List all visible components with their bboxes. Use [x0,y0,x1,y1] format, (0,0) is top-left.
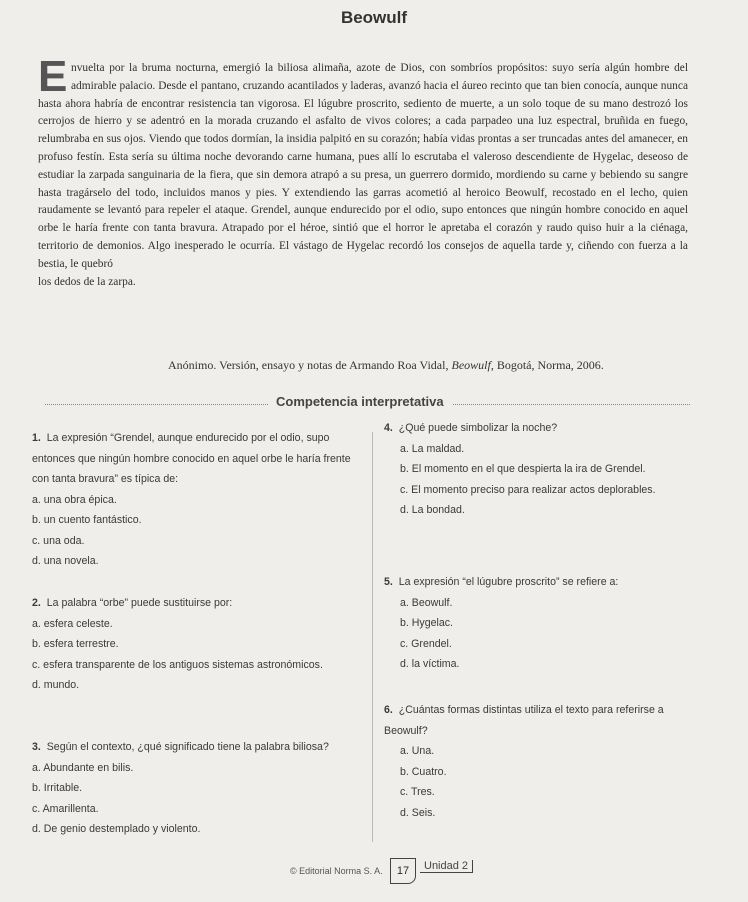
question-text: La expresión “el lúgubre proscrito” se refiere a: [398,576,619,588]
citation-suffix: , Bogotá, Norma, 2006. [490,358,604,372]
option: d. la víctima. [400,658,460,670]
question-5 [384,572,714,675]
question-text: ¿Cuántas formas distintas utiliza el texto para referirse a Beowulf? [384,704,664,737]
question-stem [384,572,714,593]
citation [168,358,688,373]
citation-prefix: Anónimo. Versión, ensayo y notas de Armando Roa Vidal, [168,358,452,372]
option: d. mundo. [32,679,80,691]
option: b. esfera terrestre. [32,638,119,650]
publisher-credit: © Editorial Norma S. A. [290,866,383,876]
option: c. El momento preciso para realizar actos deplorables. [400,483,656,496]
option: c. Amarillenta. [32,802,99,815]
question-stem [32,593,367,614]
column-divider [372,432,373,842]
option: c. Tres. [400,786,435,798]
page-number: 17 [390,858,416,884]
option: c. esfera transparente de los antiguos sistemas astronómicos. [32,658,323,671]
story-text [38,52,688,291]
question-stem [32,428,367,490]
question-stem [32,737,367,758]
option: b. Cuatro. [400,765,447,778]
story-body: nvuelta por la bruma nocturna, emergió la biliosa alimaña, azote de Dios, con sombríos propósitos: suyo sería algún hombre del admirable palacio. Desde el pantano, cruzando acantilados y laderas, avanzó hacia el áureo recinto que tan bien conocía, aunque nunca hasta ahora habría de encontrar resistencia tan vigorosa. El lúgubre proscrito, sediento de muerte, a un solo toque de su mano destrozó los cerrojos de hierro y se adentró en la morada cruzando el asfalto de vivos colores; a cada parpadeo una luz espectral, bruñida en fuego, relumbraba en sus ojos. Viendo que todos dormían, la insidia palpitó en su corazón; había vidas prontas a ser truncadas antes del amanecer, en profuso festín. Esta sería su última noche devorando carne humana, pues allí lo escrutaba el valeroso descendiente de Hygelac, deseoso de estudiar la zarpada sanguinaria de la fiera, que sin demora atrapó a su presa, un guerrero dormido, mordiendo su carne y bebiendo su sangre hasta tragárselo del todo, incluidos manos y pies. Y extendiendo las garras acometió al heroico Beowulf, recostado en el lecho, quien raudamente se levantó para repeler el ataque. Grendel, aunque endurecido por el odio, supo entonces que ningún hombre conocido en aquel orbe le haría frente con tanta bravura. Atrapado por el héroe, sintió que el horror le apretaba el corazón y raudo quiso huir a la ciénaga, territorio de demonios. Algo inesperado le ocurría. El vástago de Hygelac recordó los consejos de aquella tarde y, ciñendo con fuerza a la bestia, le quebró [38,62,688,270]
question-number: 5. [384,576,393,588]
question-3 [32,737,367,840]
option: a. Una. [400,745,435,757]
option: b. Hygelac. [400,617,453,629]
question-stem [384,700,710,741]
question-6 [384,700,710,823]
unit-label: Unidad 2 [420,860,473,873]
story-last-line: los dedos de la zarpa. [38,275,136,288]
question-stem [384,418,710,439]
drop-cap: E [38,52,68,101]
option: d. La bondad. [400,504,465,516]
question-2 [32,593,367,696]
option: a. La maldad. [400,442,465,455]
citation-book-title: Beowulf [451,358,491,372]
question-number: 2. [32,597,41,609]
question-number: 6. [384,704,393,716]
option: b. El momento en el que despierta la ira de Grendel. [400,463,646,475]
option: a. esfera celeste. [32,617,113,630]
option: b. un cuento fantástico. [32,514,142,526]
option: a. Abundante en bilis. [32,761,134,774]
option: d. De genio destemplado y violento. [32,823,201,835]
question-number: 3. [32,741,41,753]
option: a. una obra épica. [32,493,117,506]
question-text: La palabra “orbe” puede sustituirse por: [46,597,233,609]
question-text: ¿Qué puede simbolizar la noche? [398,422,558,434]
option: c. una oda. [32,534,85,547]
section-title: Competencia interpretativa [268,394,452,409]
option: d. una novela. [32,555,99,567]
question-1 [32,428,367,572]
page-title: Beowulf [340,8,408,27]
option: a. Beowulf. [400,596,453,609]
question-number: 4. [384,422,393,434]
option: b. Irritable. [32,782,83,794]
question-4 [384,418,710,521]
question-number: 1. [32,432,41,444]
question-text: Según el contexto, ¿qué significado tiene la palabra biliosa? [46,741,329,753]
question-text: La expresión “Grendel, aunque endurecido por el odio, supo entonces que ningún hombre conocido en aquel orbe le haría frente con tanta bravura” es típica de: [32,432,351,485]
option: d. Seis. [400,806,436,819]
option: c. Grendel. [400,637,452,650]
